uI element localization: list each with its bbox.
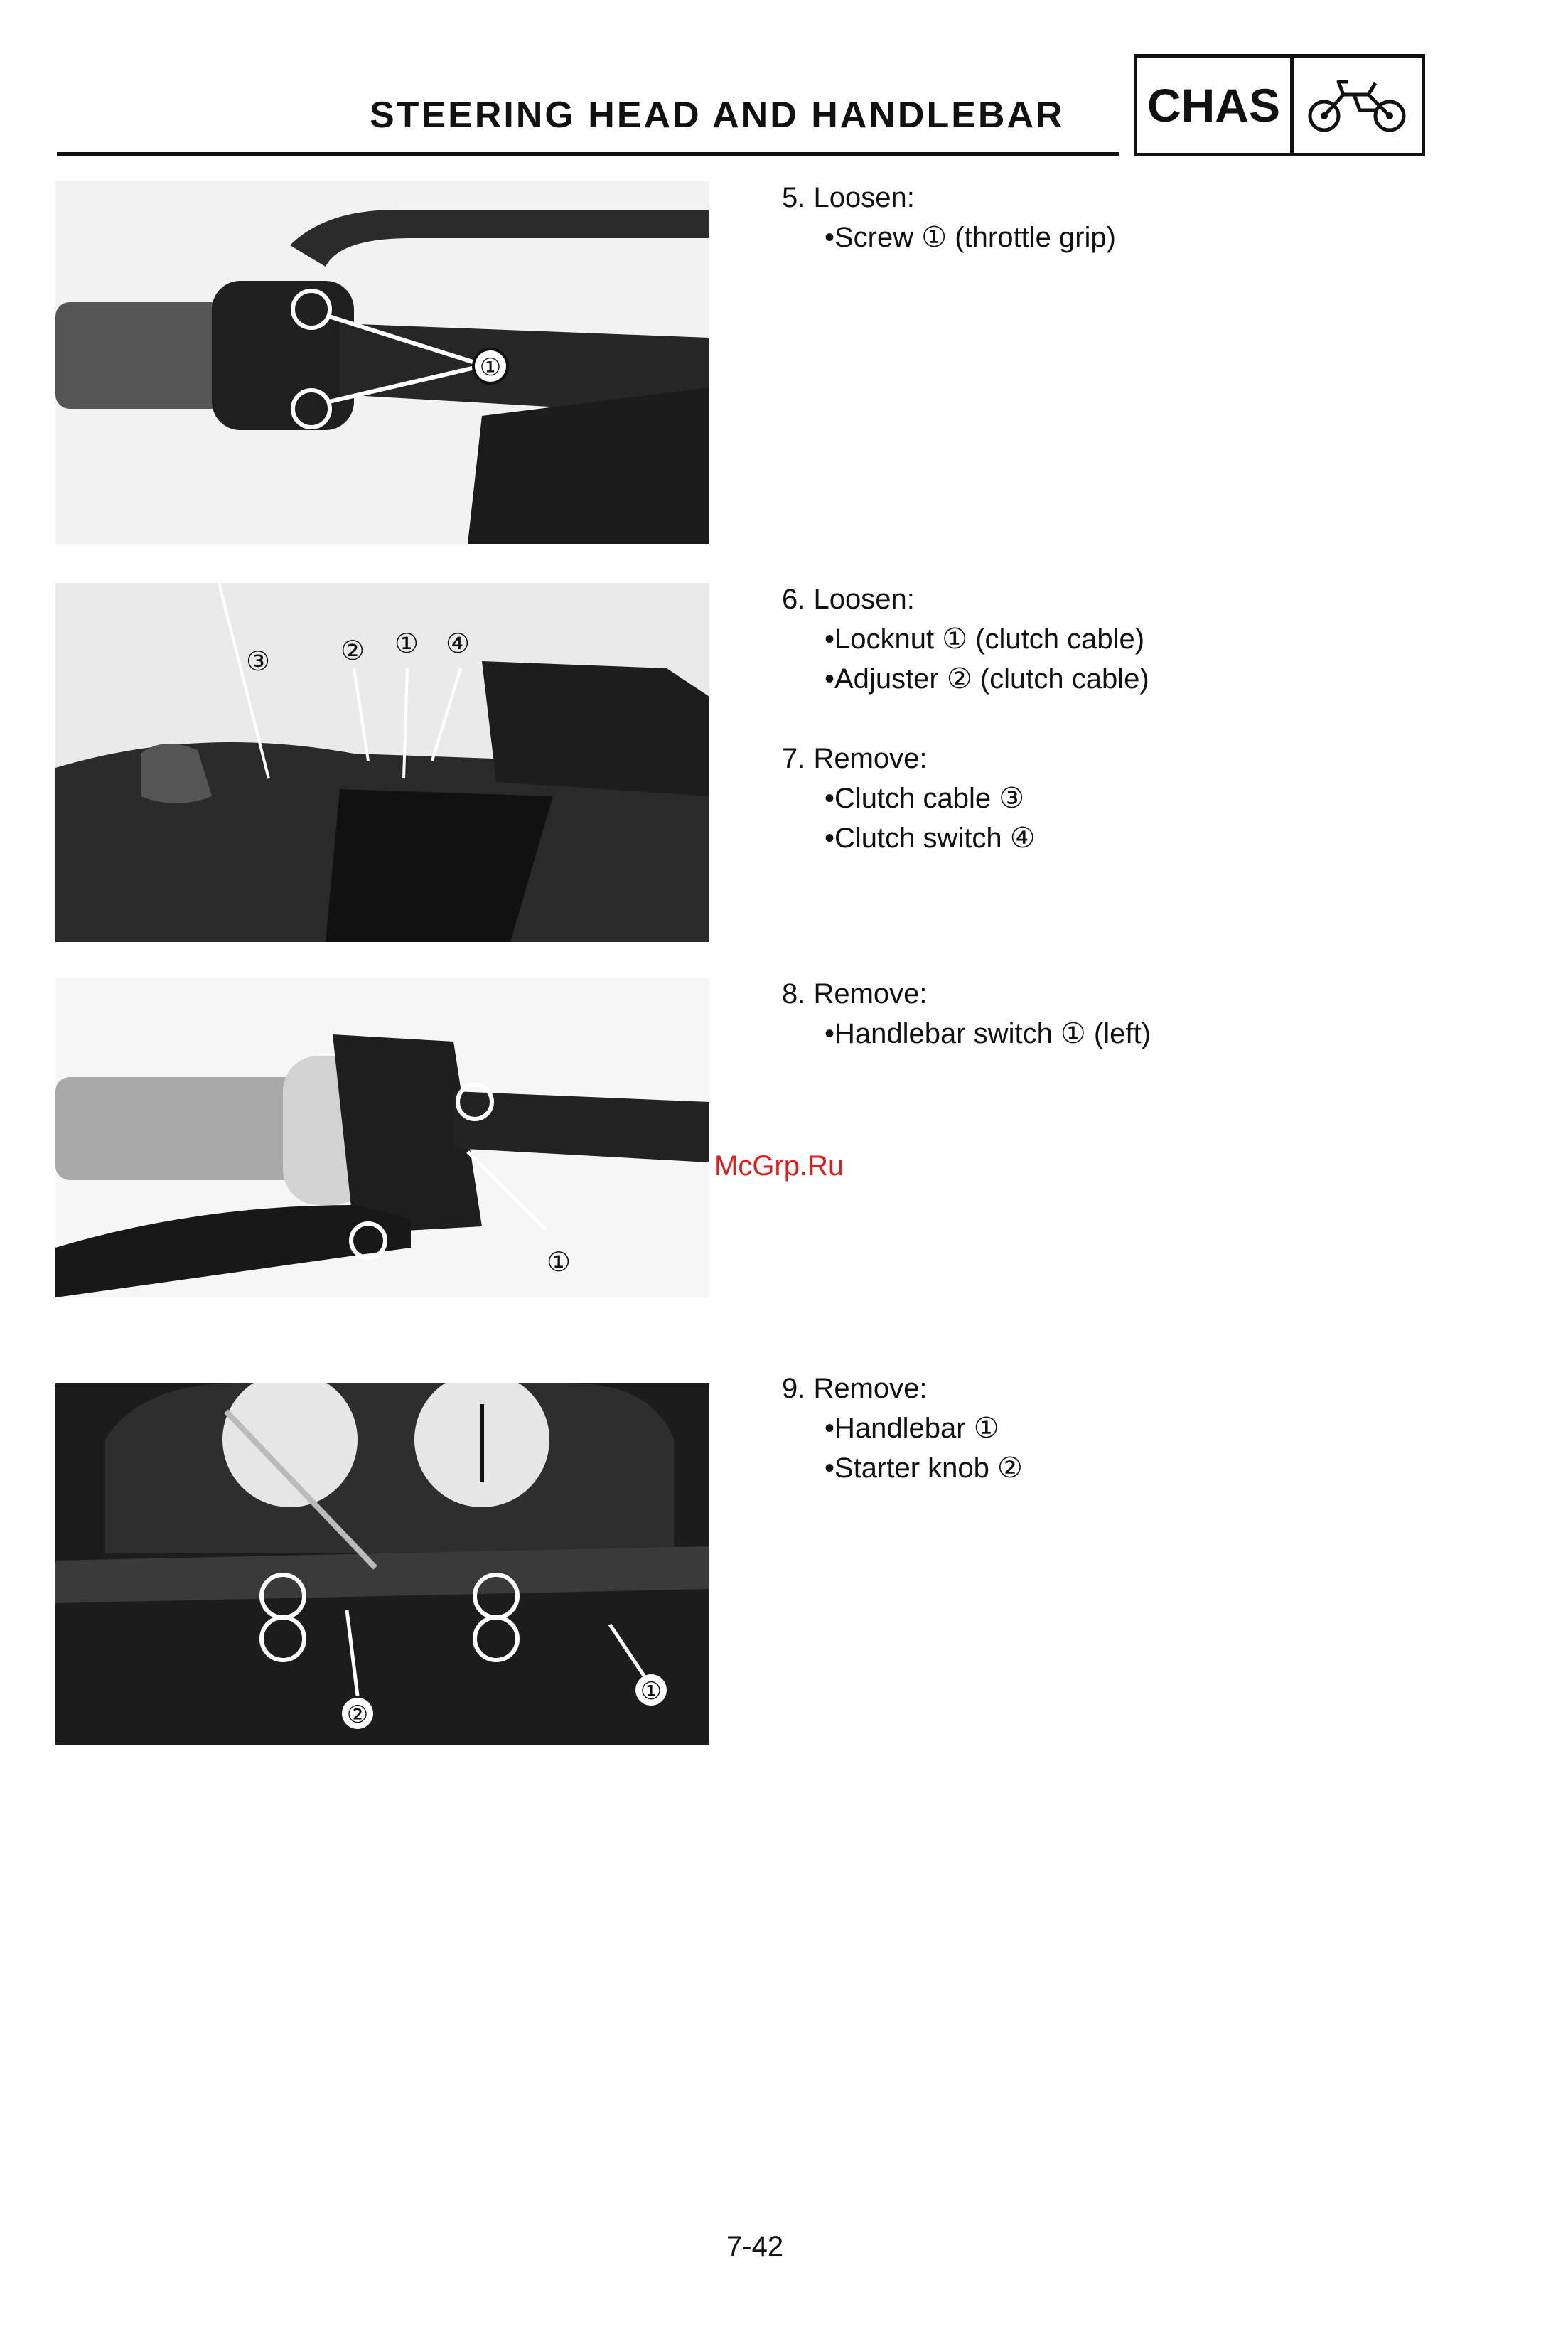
figure-callout-4: ④ bbox=[445, 628, 471, 659]
step-8 bbox=[782, 974, 1151, 1054]
section-label: CHAS bbox=[1137, 58, 1294, 153]
step-heading: 9. Remove: bbox=[782, 1373, 928, 1404]
photo-handlebar-knob bbox=[55, 1383, 709, 1745]
step-item: •Clutch switch ④ bbox=[825, 823, 1036, 854]
figure-callout-1: ① bbox=[479, 353, 502, 382]
step-6-7 bbox=[782, 579, 1149, 858]
header-rule bbox=[57, 152, 1119, 156]
step-9 bbox=[782, 1369, 1023, 1488]
photo-throttle-grip bbox=[55, 181, 709, 544]
step-item: •Adjuster ② (clutch cable) bbox=[825, 663, 1149, 695]
step-heading: 7. Remove: bbox=[782, 743, 928, 774]
step-item: •Handlebar switch ① (left) bbox=[825, 1018, 1151, 1049]
step-heading: 6. Loosen: bbox=[782, 584, 915, 615]
spacer bbox=[782, 699, 1149, 739]
step-item: •Handlebar ① bbox=[825, 1413, 999, 1444]
figure-callout-1: ① bbox=[394, 628, 419, 659]
figure-callout-2: ② bbox=[340, 635, 365, 666]
step-item: •Locknut ① (clutch cable) bbox=[825, 624, 1145, 655]
motorcycle-icon bbox=[1294, 58, 1422, 153]
figure-callout-3: ③ bbox=[245, 646, 271, 677]
page-number: 7-42 bbox=[726, 2231, 784, 2262]
figure-callout-1: ① bbox=[546, 1246, 571, 1278]
photo-handlebar-switch bbox=[55, 978, 709, 1297]
step-item: •Screw ① (throttle grip) bbox=[825, 222, 1116, 253]
step-item: •Clutch cable ③ bbox=[825, 783, 1025, 814]
watermark: McGrp.Ru bbox=[714, 1150, 844, 1182]
photo-clutch-cable bbox=[55, 583, 709, 942]
step-item: •Starter knob ② bbox=[825, 1452, 1023, 1484]
step-heading: 5. Loosen: bbox=[782, 182, 915, 213]
step-heading: 8. Remove: bbox=[782, 978, 928, 1010]
step-5 bbox=[782, 178, 1116, 257]
section-badge bbox=[1134, 54, 1425, 156]
figure-callout-1: ① bbox=[640, 1677, 662, 1706]
figure-callout-2: ② bbox=[346, 1701, 369, 1729]
page-title: STEERING HEAD AND HANDLEBAR bbox=[370, 95, 1065, 136]
